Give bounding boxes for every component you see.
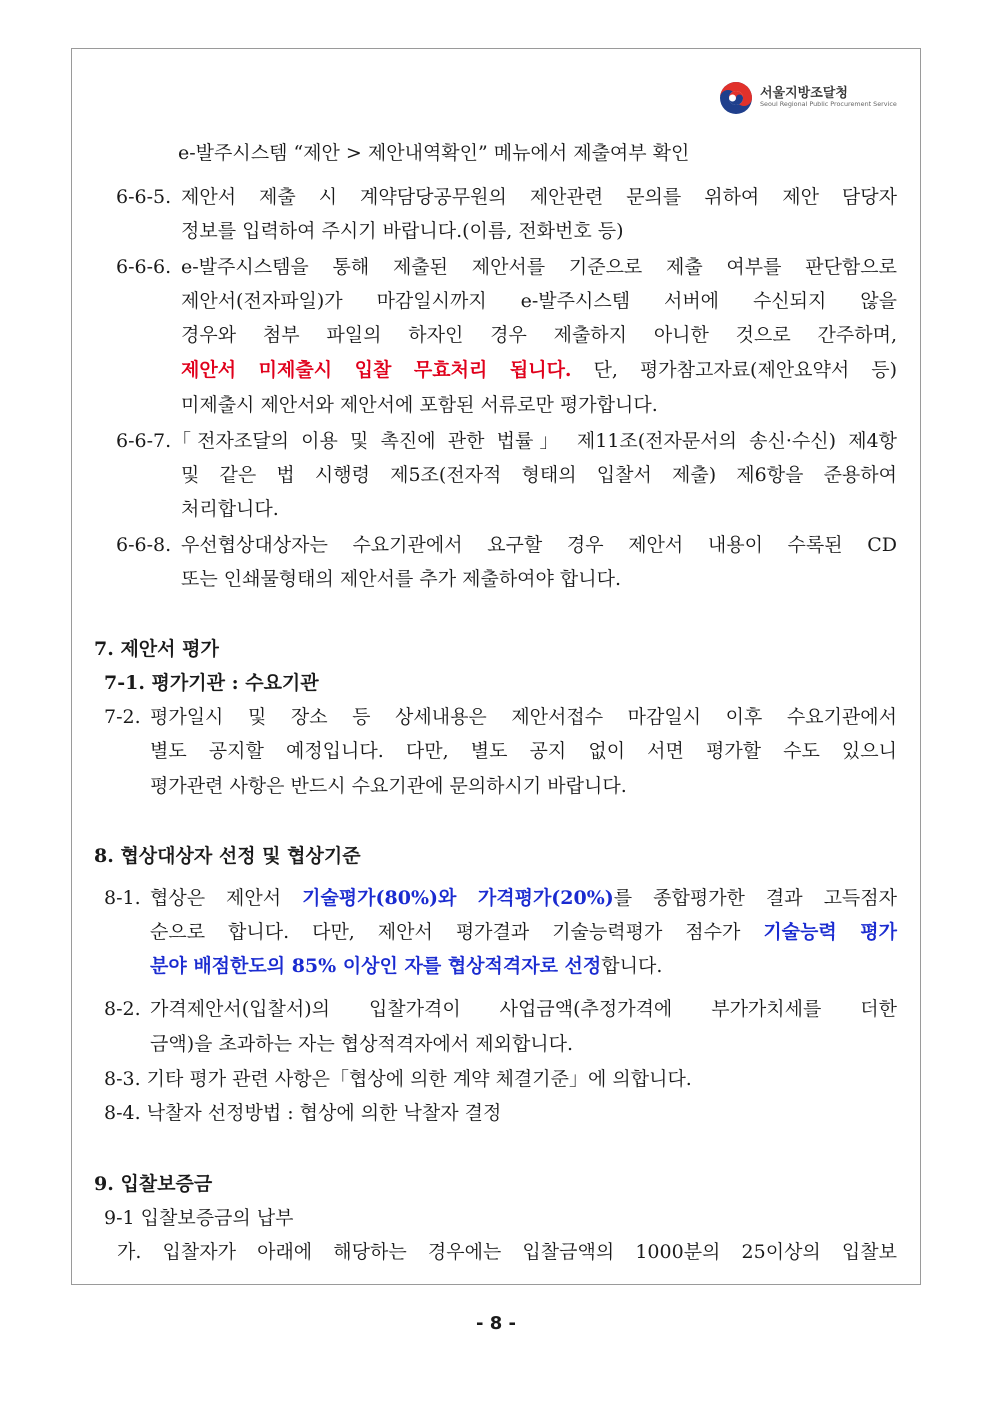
line-9-ga: 가. 입찰자가 아래에 해당하는 경우에는 입찰금액의 1000분의 25이상의 입찰보 [117,1241,897,1263]
threshold-highlight: 기술능력 평가 [763,921,897,943]
line-7-2a: 평가일시 및 장소 등 상세내용은 제안서접수 마감일시 이후 수요기관에서 [150,706,897,728]
item-8-3: 8-3. 기타 평가 관련 사항은「협상에 의한 계약 체결기준」에 의합니다. [104,1068,692,1090]
line-8-1c [150,953,662,979]
item-number: 6-6-5. [116,186,172,208]
line-8-2a: 가격제안서(입찰서)의 입찰가격이 사업금액(추정가격에 부가가치세를 더한 [150,998,897,1020]
threshold-highlight: 분야 배점한도의 85% 이상인 자를 협상적격자로 선정 [150,955,602,977]
item-number: 8-1. [104,887,141,909]
section-7-title: 7. 제안서 평가 [94,638,219,660]
line-666a: e-발주시스템을 통해 제출된 제안서를 기준으로 제출 여부를 판단함으로 [181,256,897,278]
item-number: 6-6-8. [116,534,172,556]
line-666d [181,357,897,383]
section-9-title: 9. 입찰보증금 [94,1173,213,1195]
line-666c: 경우와 첨부 파일의 하자인 경우 제출하지 아니한 것으로 간주하며, [181,324,897,346]
page-number: - 8 - [476,1313,516,1334]
line-665a: 제안서 제출 시 계약담당공무원의 제안관련 문의를 위하여 제안 담당자 [181,186,897,208]
text-run: 순으로 합니다. 다만, 제안서 평가결과 기술능력평가 점수가 [150,921,764,943]
item-number: 6-6-7. [116,430,172,452]
line-666b: 제안서(전자파일)가 마감일시까지 e-발주시스템 서버에 수신되지 않을 [181,290,897,312]
line-667c: 처리합니다. [181,498,279,520]
org-name: 서울지방조달청 [760,86,848,101]
text-run: 합니다. [601,955,663,977]
line-7-2b: 별도 공지할 예정입니다. 다만, 별도 공지 없이 서면 평가할 수도 있으니 [150,740,897,762]
item-number: 7-2. [104,706,141,728]
line-666e: 미제출시 제안서와 제안서에 포함된 서류로만 평가합니다. [181,394,658,416]
line-8-1a [150,885,897,911]
taegeuk-logo-icon [718,80,754,116]
line-8-2b: 금액)을 초과하는 자는 협상적격자에서 제외합니다. [150,1033,574,1055]
org-name-en: Seoul Regional Public Procurement Service [760,100,897,108]
line-7-2c: 평가관련 사항은 반드시 수요기관에 문의하시기 바랍니다. [150,775,627,797]
line-666d-rest: 단, 평가참고자료(제안요약서 등) [571,359,897,381]
line-668a: 우선협상대상자는 수요기관에서 요구할 경우 제안서 내용이 수록된 CD [181,534,897,556]
item-8-4: 8-4. 낙찰자 선정방법 : 협상에 의한 낙찰자 결정 [104,1102,502,1124]
line-664-cont: e-발주시스템 “제안 > 제안내역확인” 메뉴에서 제출여부 확인 [178,142,690,164]
text-run: 를 종합평가한 결과 고득점자 [613,887,897,909]
section-8-title: 8. 협상대상자 선정 및 협상기준 [94,845,361,867]
item-7-1: 7-1. 평가기관 : 수요기관 [104,672,319,694]
item-number: 8-2. [104,998,141,1020]
invalid-bid-warning: 제안서 미제출시 입찰 무효처리 됩니다. [181,359,572,381]
eval-ratio-highlight: 기술평가(80%)와 가격평가(20%) [302,887,614,909]
line-668b: 또는 인쇄물형태의 제안서를 추가 제출하여야 합니다. [181,568,622,590]
text-run: 협상은 제안서 [150,887,303,909]
line-667b: 및 같은 법 시행령 제5조(전자적 형태의 입찰서 제출) 제6항을 준용하여 [181,464,897,486]
item-number: 6-6-6. [116,256,172,278]
org-logo [718,78,908,118]
line-8-1b [150,919,897,945]
line-667a: 「전자조달의 이용 및 촉진에 관한 법률」 제11조(전자문서의 송신·수신) 제4항 [172,430,897,452]
line-665b: 정보를 입력하여 주시기 바랍니다.(이름, 전화번호 등) [181,220,624,242]
item-9-1: 9-1 입찰보증금의 납부 [104,1207,294,1229]
